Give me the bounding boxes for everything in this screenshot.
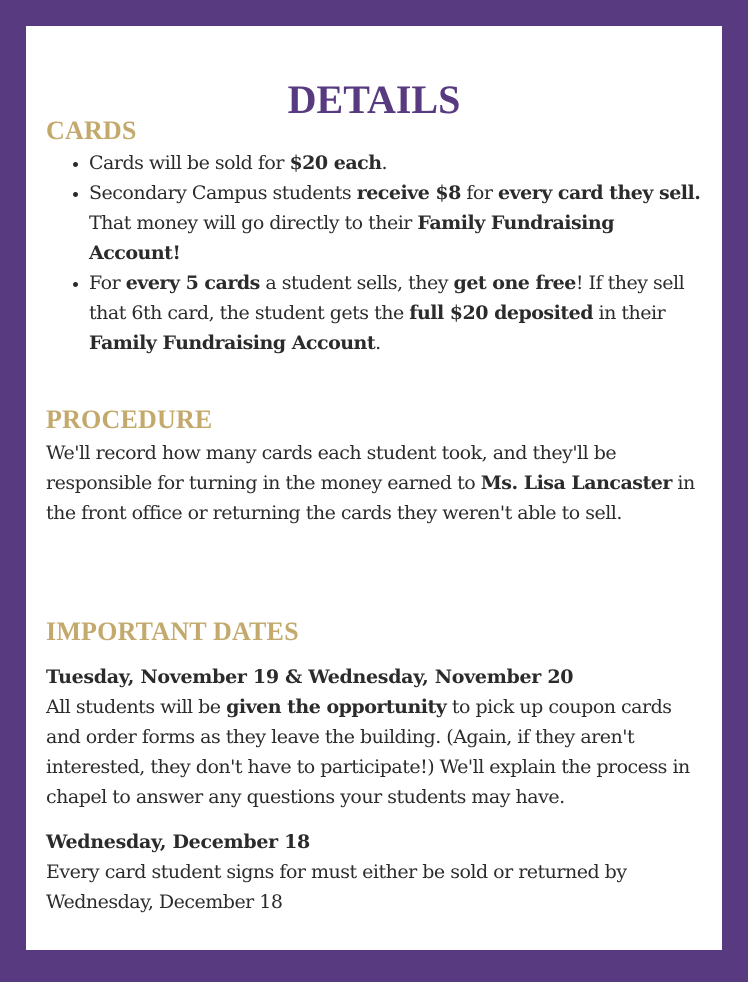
cards-bullet-price	[89, 148, 710, 178]
procedure-heading: PROCEDURE	[46, 405, 213, 434]
text-run: .	[375, 332, 381, 354]
text-run: Every card student signs for must either be sold or returned by Wednesday, December 18	[46, 861, 627, 913]
text-run: for	[460, 182, 498, 204]
date-heading: Tuesday, November 19 & Wednesday, November 20	[46, 666, 574, 688]
page-title: DETAILS	[287, 77, 461, 122]
contact-name: Ms. Lisa Lancaster	[480, 472, 672, 494]
bold-run: full $20 deposited	[409, 302, 593, 324]
text-run: to pick up coupon cards and order forms as they leave the building. (Again, if they aren't interested, they don't have to participate!) We'll explain the process in chapel to answer any questions your students may have.	[46, 696, 690, 808]
procedure-paragraph	[46, 438, 710, 528]
text-run: a student sells, they	[259, 272, 454, 294]
date-description	[46, 692, 710, 812]
text-run: .	[381, 152, 388, 174]
text-run: Secondary Campus students	[89, 182, 357, 204]
cards-bullet-earnings	[89, 178, 710, 268]
cards-bullet-list	[46, 148, 710, 358]
date-heading: Wednesday, December 18	[46, 831, 310, 853]
text-run: That money will go directly to their	[89, 212, 418, 234]
text-run: Cards will be sold for	[89, 152, 290, 174]
text-run: All students will be	[46, 696, 227, 718]
bold-run: get one free	[453, 272, 576, 294]
bold-run: Family Fundraising Account!	[89, 212, 614, 264]
bold-run: every card they sell.	[498, 182, 701, 204]
bold-run: receive $8	[356, 182, 461, 204]
bold-run: $20 each	[289, 152, 382, 174]
cards-bullet-free-card	[89, 268, 710, 358]
date-description	[46, 857, 710, 917]
details-panel	[26, 26, 722, 950]
text-run: ! If they sell that 6th card, the student gets the	[89, 272, 685, 324]
date-entry-pickup	[46, 662, 710, 812]
bold-run: Family Fundraising Account	[89, 332, 376, 354]
important-dates-heading: IMPORTANT DATES	[46, 617, 299, 646]
text-run: in the front office or returning the cards they weren't able to sell.	[46, 472, 695, 524]
text-run: We'll record how many cards each student took, and they'll be responsible for turning in the money earned to	[46, 442, 617, 494]
text-run: For	[89, 272, 126, 294]
bold-run: every 5 cards	[125, 272, 260, 294]
date-entry-return	[46, 827, 710, 917]
text-run: in their	[592, 302, 666, 324]
cards-heading: CARDS	[46, 116, 137, 145]
bold-run: given the opportunity	[226, 696, 447, 718]
